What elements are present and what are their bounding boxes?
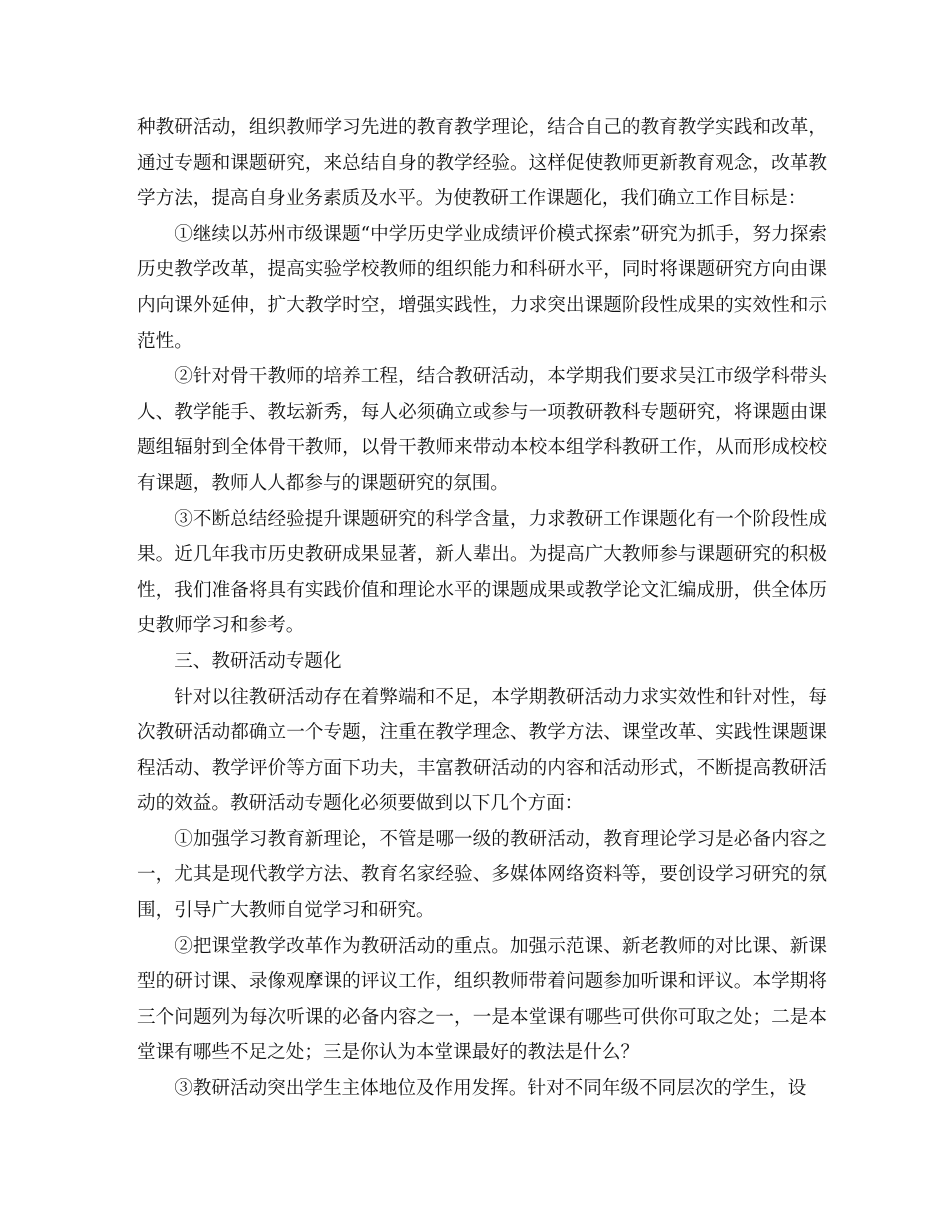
paragraph-goal-3: ③不断总结经验提升课题研究的科学含量，力求教研工作课题化有一个阶段性成果。近几年我市历史教研成果显著，新人辈出。为提高广大教师参与课题研究的积极性，我们准备将具有实践价值和理论水平的课题成果或教学论文汇编成册，供全体历史教师学习和参考。 <box>137 508 827 637</box>
paragraph-aspect-2: ②把课堂教学改革作为教研活动的重点。加强示范课、新老教师的对比课、新课型的研讨课、录像观摩课的评议工作，组织教师带着问题参加听课和评议。本学期将三个问题列为每次听课的必备内容之一，一是本堂课有哪些可供你可取之处；二是本堂课有哪些不足之处；三是你认为本堂课最好的教法是什么？ <box>137 935 827 1064</box>
paragraph-aspect-1: ①加强学习教育新理论，不管是哪一级的教研活动，教育理论学习是必备内容之一，尤其是现代教学方法、教育名家经验、多媒体网络资料等，要创设学习研究的氛围，引导广大教师自觉学习和研究。 <box>137 828 827 922</box>
paragraph-intro-3: 针对以往教研活动存在着弊端和不足，本学期教研活动力求实效性和针对性，每次教研活动都确立一个专题，注重在教学理念、教学方法、课堂改革、实践性课题课程活动、教学评价等方面下功夫，丰富教研活动的内容和活动形式，不断提高教研活动的效益。教研活动专题化必须要做到以下几个方面： <box>137 686 827 815</box>
section-heading-3: 三、教研活动专题化 <box>174 650 342 672</box>
paragraph-goal-1: ①继续以苏州市级课题“中学历史学业成绩评价模式探索”研究为抓手，努力探索历史教学改革，提高实验学校教师的组织能力和科研水平，同时将课题研究方向由课内向课外延伸，扩大教学时空，增强实践性，力求突出课题阶段性成果的实效性和示范性。 <box>137 223 827 352</box>
paragraph-aspect-3: ③教研活动突出学生主体地位及作用发挥。针对不同年级不同层次的学生，设 <box>174 1078 807 1100</box>
document-body <box>137 110 827 1107</box>
paragraph-continuation: 种教研活动，组织教师学习先进的教育教学理论，结合自己的教育教学实践和改革，通过专题和课题研究，来总结自身的教学经验。这样促使教师更新教育观念，改革教学方法，提高自身业务素质及水平。为使教研工作课题化，我们确立工作目标是： <box>137 117 827 210</box>
paragraph-goal-2: ②针对骨干教师的培养工程，结合教研活动，本学期我们要求吴江市级学科带头人、教学能手、教坛新秀，每人必须确立或参与一项教研教科专题研究，将课题由课题组辐射到全体骨干教师，以骨干教师来带动本校本组学科教研工作，从而形成校校有课题，教师人人都参与的课题研究的氛围。 <box>137 366 827 494</box>
